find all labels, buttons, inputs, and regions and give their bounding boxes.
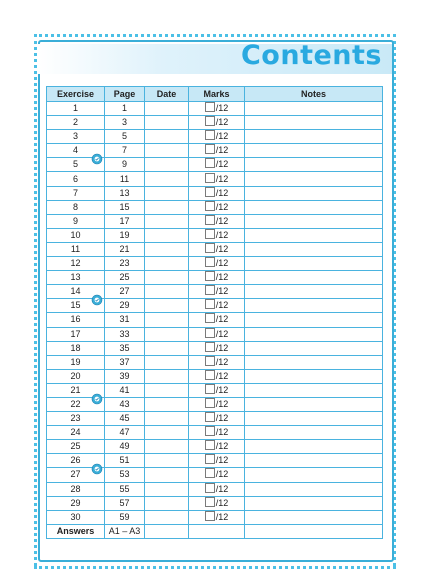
- exercise-number: 7: [72, 187, 78, 198]
- table-row: [47, 228, 383, 242]
- marks-entry-box[interactable]: [205, 144, 215, 154]
- marks-entry-box[interactable]: [205, 243, 215, 253]
- review-stamp-icon: [91, 294, 103, 306]
- table-row: [47, 172, 383, 186]
- cell-notes[interactable]: [245, 496, 383, 510]
- cell-page: 59: [105, 510, 145, 524]
- marks-entry-box[interactable]: [205, 201, 215, 211]
- cell-date[interactable]: [145, 412, 189, 426]
- marks-total: /12: [215, 441, 229, 452]
- cell-marks: [189, 214, 245, 228]
- cell-marks: [189, 412, 245, 426]
- cell-marks: [189, 200, 245, 214]
- cell-marks: [189, 482, 245, 496]
- cell-exercise: [47, 130, 105, 144]
- cell-exercise: [47, 214, 105, 228]
- cell-page: 11: [105, 172, 145, 186]
- marks-entry-box[interactable]: [205, 440, 215, 450]
- cell-exercise: [47, 313, 105, 327]
- cell-date[interactable]: [145, 158, 189, 172]
- exercise-number: 19: [70, 356, 81, 367]
- exercise-number: 13: [70, 272, 81, 283]
- marks-entry-box[interactable]: [205, 257, 215, 267]
- cell-page: 21: [105, 242, 145, 256]
- cell-page: 25: [105, 271, 145, 285]
- cell-exercise: [47, 271, 105, 285]
- table-row: [47, 440, 383, 454]
- cell-marks: [189, 257, 245, 271]
- marks-total: /12: [215, 328, 229, 339]
- table-row: [47, 412, 383, 426]
- cell-marks: [189, 355, 245, 369]
- cell-date[interactable]: [145, 130, 189, 144]
- cell-notes[interactable]: [245, 426, 383, 440]
- cell-page: 13: [105, 186, 145, 200]
- cell-marks: [189, 158, 245, 172]
- cell-notes[interactable]: [245, 242, 383, 256]
- dotted-border-left: [34, 34, 37, 566]
- marks-entry-box[interactable]: [205, 426, 215, 436]
- marks-entry-box[interactable]: [205, 285, 215, 295]
- cell-notes[interactable]: [245, 172, 383, 186]
- cell-notes[interactable]: [245, 482, 383, 496]
- cell-marks: [189, 144, 245, 158]
- cell-page: 35: [105, 341, 145, 355]
- cell-page: 37: [105, 355, 145, 369]
- marks-total: /12: [215, 427, 229, 438]
- marks-entry-box[interactable]: [205, 384, 215, 394]
- marks-total: /12: [215, 413, 229, 424]
- cell-notes[interactable]: [245, 102, 383, 116]
- cell-exercise: [47, 355, 105, 369]
- cell-date[interactable]: [145, 271, 189, 285]
- table-row: [47, 468, 383, 482]
- cell-notes[interactable]: [245, 130, 383, 144]
- table-row: [47, 426, 383, 440]
- cell-page: 51: [105, 454, 145, 468]
- marks-entry-box[interactable]: [205, 511, 215, 521]
- cell-marks: [189, 186, 245, 200]
- header-marks: Marks: [189, 87, 245, 102]
- exercise-number: 29: [70, 497, 81, 508]
- table-body: [47, 102, 383, 539]
- cell-exercise: [47, 299, 105, 313]
- cell-notes[interactable]: [245, 200, 383, 214]
- header-date: Date: [145, 87, 189, 102]
- exercise-number: 15: [70, 300, 81, 311]
- marks-total: /12: [215, 117, 229, 128]
- cell-marks: [189, 496, 245, 510]
- marks-entry-box[interactable]: [205, 229, 215, 239]
- exercise-number: 26: [70, 455, 81, 466]
- cell-date[interactable]: [145, 496, 189, 510]
- cell-date[interactable]: [145, 285, 189, 299]
- cell-exercise: [47, 200, 105, 214]
- review-stamp-icon: [91, 153, 103, 165]
- cell-date[interactable]: [145, 524, 189, 538]
- marks-total: /12: [215, 314, 229, 325]
- cell-date[interactable]: [145, 355, 189, 369]
- cell-notes[interactable]: [245, 341, 383, 355]
- marks-entry-box[interactable]: [205, 215, 215, 225]
- cell-notes[interactable]: [245, 440, 383, 454]
- cell-marks: [189, 341, 245, 355]
- cell-exercise: [47, 102, 105, 116]
- table-row: [47, 510, 383, 524]
- table-header-row: [47, 87, 383, 102]
- exercise-number: 2: [72, 117, 78, 128]
- cell-marks: [189, 242, 245, 256]
- exercise-number: 28: [70, 483, 81, 494]
- marks-total: /12: [215, 272, 229, 283]
- exercise-number: 10: [70, 229, 81, 240]
- marks-total: /12: [215, 103, 229, 114]
- marks-total: /12: [215, 159, 229, 170]
- marks-total: /12: [215, 131, 229, 142]
- table-row: [47, 482, 383, 496]
- cell-date[interactable]: [145, 144, 189, 158]
- cell-date[interactable]: [145, 116, 189, 130]
- cell-exercise: [47, 468, 105, 482]
- cell-notes[interactable]: [245, 299, 383, 313]
- cell-notes[interactable]: [245, 271, 383, 285]
- dotted-border-top: [34, 34, 396, 37]
- cell-date[interactable]: [145, 228, 189, 242]
- cell-marks: [189, 454, 245, 468]
- cell-date[interactable]: [145, 186, 189, 200]
- cell-date[interactable]: [145, 200, 189, 214]
- marks-entry-box[interactable]: [205, 412, 215, 422]
- table-row: [47, 214, 383, 228]
- cell-page: 39: [105, 369, 145, 383]
- cell-date[interactable]: [145, 426, 189, 440]
- cell-marks: [189, 426, 245, 440]
- cell-marks: [189, 271, 245, 285]
- cell-marks: [189, 299, 245, 313]
- marks-total: /12: [215, 258, 229, 269]
- cell-exercise: [47, 172, 105, 186]
- cell-notes[interactable]: [245, 468, 383, 482]
- marks-total: /12: [215, 497, 229, 508]
- cell-notes[interactable]: [245, 397, 383, 411]
- cell-marks: [189, 285, 245, 299]
- cell-date[interactable]: [145, 341, 189, 355]
- marks-total: /12: [215, 342, 229, 353]
- table-row: [47, 397, 383, 411]
- marks-entry-box[interactable]: [205, 187, 215, 197]
- cell-notes[interactable]: [245, 228, 383, 242]
- exercise-number: 6: [72, 173, 78, 184]
- page-title: Contents: [240, 40, 382, 71]
- exercise-number: 21: [70, 384, 81, 395]
- exercise-number: 22: [70, 399, 81, 410]
- cell-date[interactable]: [145, 397, 189, 411]
- cell-notes[interactable]: [245, 524, 383, 538]
- cell-notes[interactable]: [245, 412, 383, 426]
- review-stamp-icon: [91, 393, 103, 405]
- exercise-number: 3: [72, 131, 78, 142]
- cell-date[interactable]: [145, 468, 189, 482]
- cell-marks: [189, 172, 245, 186]
- marks-total: /12: [215, 173, 229, 184]
- cell-notes[interactable]: [245, 510, 383, 524]
- cell-exercise: [47, 327, 105, 341]
- marks-total: /12: [215, 455, 229, 466]
- table-row: [47, 299, 383, 313]
- marks-entry-box[interactable]: [205, 299, 215, 309]
- table-row: [47, 257, 383, 271]
- cell-page: 7: [105, 144, 145, 158]
- cell-date[interactable]: [145, 299, 189, 313]
- table-row: [47, 158, 383, 172]
- cell-notes[interactable]: [245, 369, 383, 383]
- cell-page: 27: [105, 285, 145, 299]
- table-row: [47, 355, 383, 369]
- cell-marks: [189, 369, 245, 383]
- cell-page: 41: [105, 383, 145, 397]
- cell-exercise: [47, 116, 105, 130]
- review-stamp-icon: [91, 463, 103, 475]
- cell-exercise: [47, 482, 105, 496]
- exercise-number: 30: [70, 511, 81, 522]
- exercise-number: 8: [72, 201, 78, 212]
- marks-entry-box[interactable]: [205, 483, 215, 493]
- cell-date[interactable]: [145, 257, 189, 271]
- table-row: [47, 271, 383, 285]
- cell-notes[interactable]: [245, 355, 383, 369]
- contents-table: [46, 86, 383, 539]
- dotted-border-bottom: [34, 566, 396, 569]
- marks-total: /12: [215, 399, 229, 410]
- marks-total: /12: [215, 483, 229, 494]
- cell-exercise: [47, 158, 105, 172]
- cell-date[interactable]: [145, 242, 189, 256]
- table-row: [47, 327, 383, 341]
- table-row: [47, 313, 383, 327]
- cell-notes[interactable]: [245, 158, 383, 172]
- cell-page: 31: [105, 313, 145, 327]
- marks-entry-box[interactable]: [205, 130, 215, 140]
- cell-exercise: [47, 397, 105, 411]
- cell-exercise: [47, 496, 105, 510]
- cell-marks: [189, 397, 245, 411]
- cell-exercise: [47, 440, 105, 454]
- cell-page: 43: [105, 397, 145, 411]
- table-row: [47, 200, 383, 214]
- cell-exercise: [47, 186, 105, 200]
- header-exercise: Exercise: [47, 87, 105, 102]
- marks-entry-box[interactable]: [205, 497, 215, 507]
- cell-date[interactable]: [145, 313, 189, 327]
- exercise-number: 25: [70, 441, 81, 452]
- table-row: [47, 130, 383, 144]
- marks-total: /12: [215, 356, 229, 367]
- marks-entry-box[interactable]: [205, 398, 215, 408]
- marks-entry-box[interactable]: [205, 328, 215, 338]
- cell-page: 5: [105, 130, 145, 144]
- cell-exercise: [47, 257, 105, 271]
- cell-notes[interactable]: [245, 214, 383, 228]
- cell-page: 53: [105, 468, 145, 482]
- marks-total: /12: [215, 469, 229, 480]
- cell-page: 17: [105, 214, 145, 228]
- cell-notes[interactable]: [245, 186, 383, 200]
- marks-entry-box[interactable]: [205, 271, 215, 281]
- cell-date[interactable]: [145, 383, 189, 397]
- exercise-number: 11: [70, 243, 81, 254]
- exercise-number: 9: [72, 215, 78, 226]
- exercise-number: 23: [70, 413, 81, 424]
- cell-notes[interactable]: [245, 257, 383, 271]
- marks-entry-box[interactable]: [205, 454, 215, 464]
- marks-total: /12: [215, 229, 229, 240]
- exercise-number: 20: [70, 370, 81, 381]
- cell-page: 9: [105, 158, 145, 172]
- cell-marks[interactable]: [189, 524, 245, 538]
- cell-date[interactable]: [145, 440, 189, 454]
- cell-page: 49: [105, 440, 145, 454]
- cell-notes[interactable]: [245, 144, 383, 158]
- marks-entry-box[interactable]: [205, 116, 215, 126]
- cell-date[interactable]: [145, 510, 189, 524]
- header-notes: Notes: [245, 87, 383, 102]
- cell-marks: [189, 468, 245, 482]
- marks-total: /12: [215, 187, 229, 198]
- cell-notes[interactable]: [245, 313, 383, 327]
- marks-entry-box[interactable]: [205, 102, 215, 112]
- answers-row: [47, 524, 383, 538]
- table-row: [47, 369, 383, 383]
- cell-page: 29: [105, 299, 145, 313]
- table-row: [47, 102, 383, 116]
- table-row: [47, 341, 383, 355]
- cell-page: 19: [105, 228, 145, 242]
- table-row: [47, 242, 383, 256]
- exercise-number: 24: [70, 427, 81, 438]
- cell-marks: [189, 130, 245, 144]
- marks-total: /12: [215, 243, 229, 254]
- cell-exercise: [47, 510, 105, 524]
- cell-notes[interactable]: [245, 116, 383, 130]
- cell-date[interactable]: [145, 482, 189, 496]
- cell-exercise: [47, 341, 105, 355]
- exercise-number: 1: [72, 103, 78, 114]
- cell-exercise: [47, 228, 105, 242]
- marks-entry-box[interactable]: [205, 356, 215, 366]
- table-row: [47, 186, 383, 200]
- cell-exercise: [47, 369, 105, 383]
- cell-marks: [189, 116, 245, 130]
- marks-total: /12: [215, 286, 229, 297]
- marks-entry-box[interactable]: [205, 313, 215, 323]
- exercise-number: 5: [72, 159, 78, 170]
- marks-entry-box[interactable]: [205, 370, 215, 380]
- cell-notes[interactable]: [245, 285, 383, 299]
- cell-exercise: [47, 426, 105, 440]
- cell-date[interactable]: [145, 327, 189, 341]
- cell-exercise: [47, 412, 105, 426]
- marks-total: /12: [215, 511, 229, 522]
- cell-date[interactable]: [145, 102, 189, 116]
- marks-total: /12: [215, 370, 229, 381]
- exercise-number: 14: [70, 286, 81, 297]
- cell-date[interactable]: [145, 214, 189, 228]
- cell-marks: [189, 383, 245, 397]
- cell-date[interactable]: [145, 172, 189, 186]
- cell-marks: [189, 313, 245, 327]
- header-page: Page: [105, 87, 145, 102]
- exercise-number: 18: [70, 342, 81, 353]
- marks-total: /12: [215, 215, 229, 226]
- cell-marks: [189, 440, 245, 454]
- cell-marks: [189, 228, 245, 242]
- cell-page: 45: [105, 412, 145, 426]
- cell-exercise: [47, 242, 105, 256]
- exercise-number: 27: [70, 469, 81, 480]
- marks-entry-box[interactable]: [205, 173, 215, 183]
- cell-page: 57: [105, 496, 145, 510]
- exercise-number: 17: [70, 328, 81, 339]
- answers-label: Answers: [47, 524, 105, 538]
- cell-page: 15: [105, 200, 145, 214]
- marks-total: /12: [215, 384, 229, 395]
- marks-total: /12: [215, 300, 229, 311]
- cell-page: 55: [105, 482, 145, 496]
- marks-total: /12: [215, 201, 229, 212]
- cell-marks: [189, 510, 245, 524]
- cell-page: 47: [105, 426, 145, 440]
- table-row: [47, 496, 383, 510]
- cell-marks: [189, 327, 245, 341]
- exercise-number: 12: [70, 258, 81, 269]
- marks-entry-box[interactable]: [205, 468, 215, 478]
- marks-entry-box[interactable]: [205, 342, 215, 352]
- exercise-number: 4: [72, 145, 78, 156]
- cell-date[interactable]: [145, 369, 189, 383]
- cell-notes[interactable]: [245, 383, 383, 397]
- cell-marks: [189, 102, 245, 116]
- cell-page: 3: [105, 116, 145, 130]
- cell-date[interactable]: [145, 454, 189, 468]
- exercise-number: 16: [70, 314, 81, 325]
- marks-entry-box[interactable]: [205, 158, 215, 168]
- cell-page: 33: [105, 327, 145, 341]
- cell-page: 1: [105, 102, 145, 116]
- cell-notes[interactable]: [245, 327, 383, 341]
- table-row: [47, 116, 383, 130]
- cell-page: 23: [105, 257, 145, 271]
- marks-total: /12: [215, 145, 229, 156]
- cell-notes[interactable]: [245, 454, 383, 468]
- answers-pages: A1 – A3: [105, 524, 145, 538]
